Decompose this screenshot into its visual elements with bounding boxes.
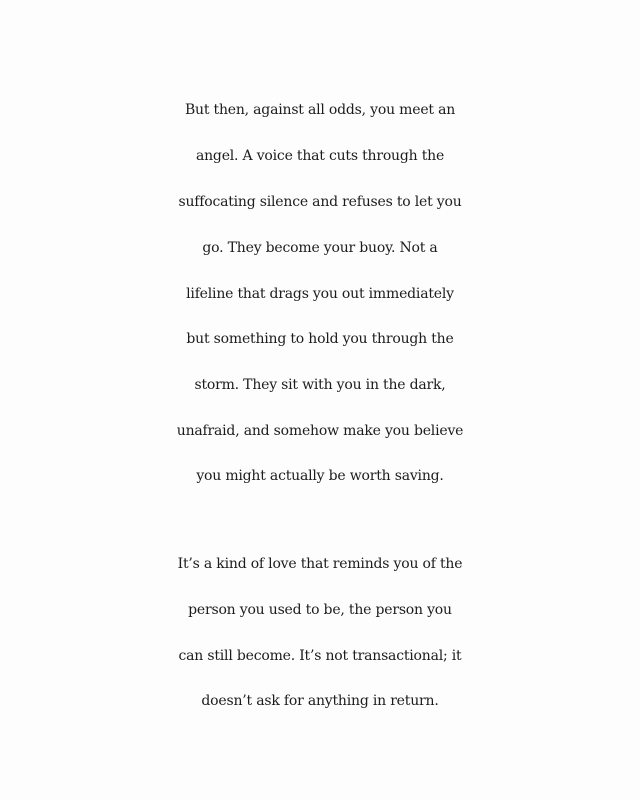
text-line: unafraid, and somehow make you believe: [176, 423, 464, 439]
text-line: suffocating silence and refuses to let you: [178, 194, 462, 210]
text-line: person you used to be, the person you: [188, 602, 452, 618]
text-line: can still become. It’s not transactional; it: [178, 648, 462, 664]
text-line: you might actually be worth saving.: [196, 468, 444, 484]
text-line: doesn’t ask for anything in return.: [201, 693, 439, 709]
text-line: But then, against all odds, you meet an: [184, 102, 456, 118]
text-line: angel. A voice that cuts through the: [195, 148, 445, 164]
text-line: storm. They sit with you in the dark,: [194, 377, 446, 393]
text-line: It’s a kind of love that reminds you of the: [177, 556, 463, 572]
text-line: go. They become your buoy. Not a: [202, 240, 438, 256]
text-line: lifeline that drags you out immediately: [186, 286, 454, 302]
text-line: but something to hold you through the: [186, 331, 454, 347]
